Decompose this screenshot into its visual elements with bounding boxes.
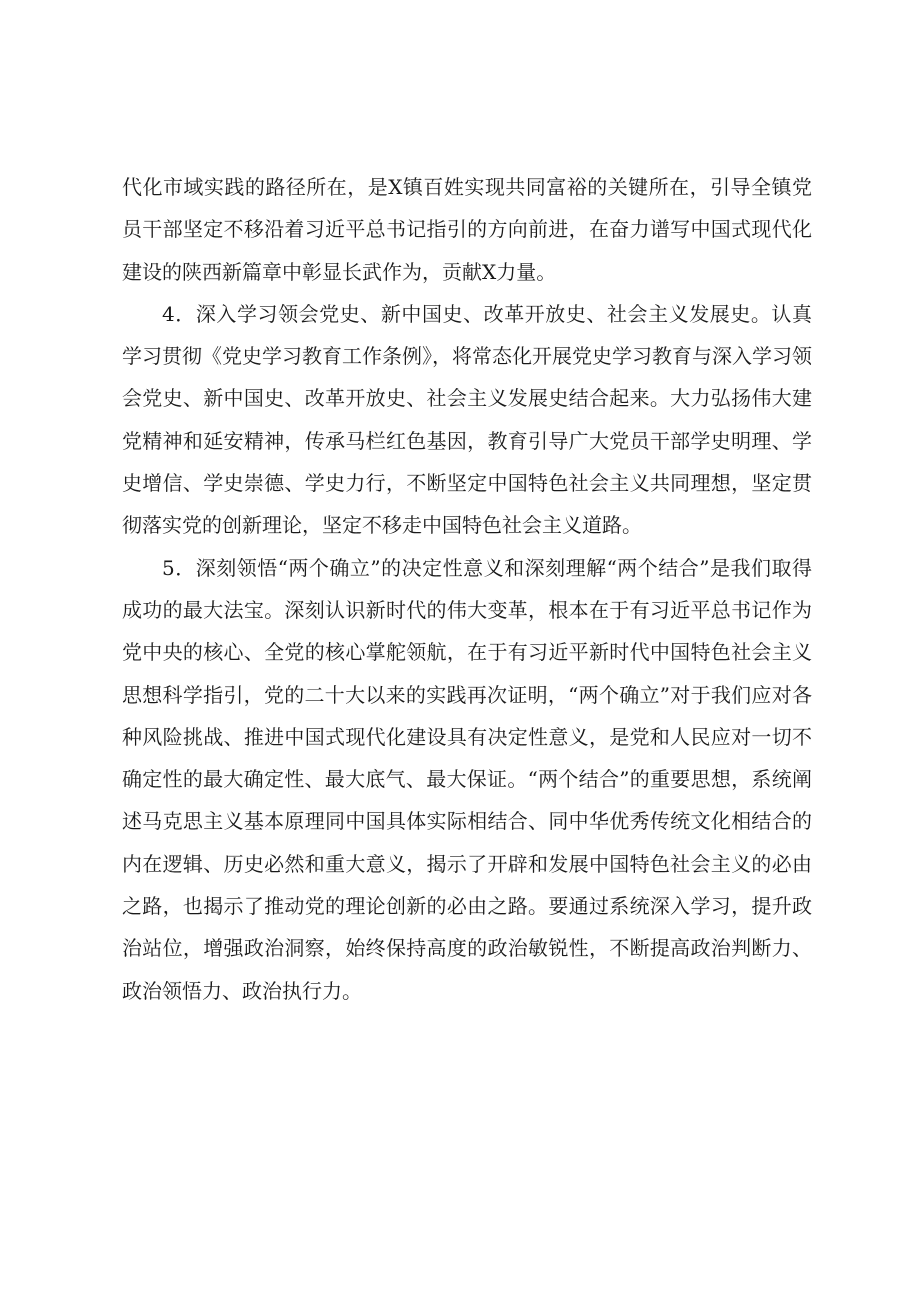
- paragraph-item-5: 5．深刻领悟“两个确立”的决定性意义和深刻理解“两个结合”是我们取得成功的最大法宝。深刻认识新时代的伟大变革，根本在于有习近平总书记作为党中央的核心、全党的核心掌舵领航，在于有习近平新时代中国特色社会主义思想科学指引，党的二十大以来的实践再次证明，“两个确立”对于我们应对各种风险挑战、推进中国式现代化建设具有决定性意义，是党和人民应对一切不确定性的最大确定性、最大底气、最大保证。“两个结合”的重要思想，系统阐述马克思主义基本原理同中国具体实际相结合、同中华优秀传统文化相结合的内在逻辑、历史必然和重大意义，揭示了开辟和发展中国特色社会主义的必由之路，也揭示了推动党的理论创新的必由之路。要通过系统深入学习，提升政治站位，增强政治洞察，始终保持高度的政治敏锐性，不断提高政治判断力、政治领悟力、政治执行力。: [122, 555, 812, 1003]
- paragraph-item-4: 4．深入学习领会党史、新中国史、改革开放史、社会主义发展史。认真学习贯彻《党史学习教育工作条例》，将常态化开展党史学习教育与深入学习领会党史、新中国史、改革开放史、社会主义发展史结合起来。大力弘扬伟大建党精神和延安精神，传承马栏红色基因，教育引导广大党员干部学史明理、学史增信、学史崇德、学史力行，不断坚定中国特色社会主义共同理想，坚定贯彻落实党的创新理论，坚定不移走中国特色社会主义道路。: [122, 301, 812, 538]
- paragraph-continuation: 代化市域实践的路径所在，是X镇百姓实现共同富裕的关键所在，引导全镇党员干部坚定不移沿着习近平总书记指引的方向前进，在奋力谱写中国式现代化建设的陕西新篇章中彰显长武作为，贡献X力量。: [122, 175, 812, 284]
- document-body: [122, 166, 812, 1012]
